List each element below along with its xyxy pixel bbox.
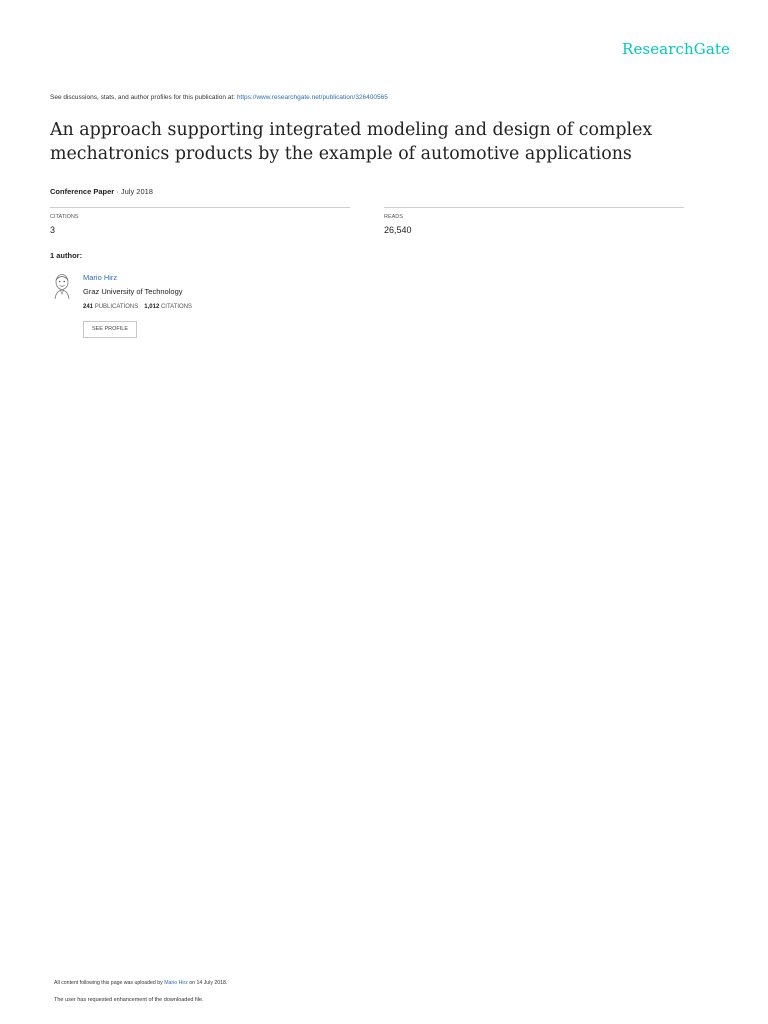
- author-citations-count: 1,012: [144, 304, 160, 310]
- citations-label: CITATIONS: [50, 214, 79, 220]
- publication-meta: [50, 187, 153, 196]
- publication-type: Conference Paper: [50, 187, 115, 196]
- author-publications-count: 241: [83, 304, 94, 310]
- see-profile-button[interactable]: SEE PROFILE: [83, 321, 137, 338]
- reads-value: 26,540: [384, 225, 412, 235]
- author-affiliation: Graz University of Technology: [83, 287, 183, 296]
- meta-separator: ·: [114, 187, 121, 196]
- citations-value: 3: [50, 225, 56, 235]
- uploaded-prefix: All content following this page was uploaded by: [54, 980, 163, 986]
- discussion-prefix: See discussions, stats, and author profiles for this publication at:: [50, 94, 235, 101]
- publication-date: July 2018: [120, 187, 153, 196]
- footer-request-note: The user has requested enhancement of the downloaded file.: [54, 997, 204, 1003]
- author-avatar-icon[interactable]: [52, 272, 72, 300]
- divider-reads: [384, 207, 684, 208]
- author-citations-label: CITATIONS: [160, 304, 193, 310]
- discussion-line: [50, 94, 388, 101]
- author-stats: [83, 304, 192, 310]
- author-name-link[interactable]: Mario Hirz: [83, 273, 118, 282]
- authors-heading: 1 author:: [50, 251, 83, 260]
- uploader-link[interactable]: Mario Hirz: [164, 980, 188, 986]
- publication-title: An approach supporting integrated modeling and design of complex mechatronics products by the example of automotive applications: [50, 120, 653, 164]
- author-publications-label: PUBLICATIONS: [94, 304, 139, 310]
- uploaded-suffix: on 14 July 2018.: [189, 980, 228, 986]
- reads-label: READS: [384, 214, 403, 220]
- researchgate-logo[interactable]: ResearchGate: [622, 40, 730, 58]
- publication-link[interactable]: https://www.researchgate.net/publication/326400565: [236, 94, 388, 101]
- footer-uploaded-note: [54, 980, 227, 986]
- divider-citations: [50, 207, 350, 208]
